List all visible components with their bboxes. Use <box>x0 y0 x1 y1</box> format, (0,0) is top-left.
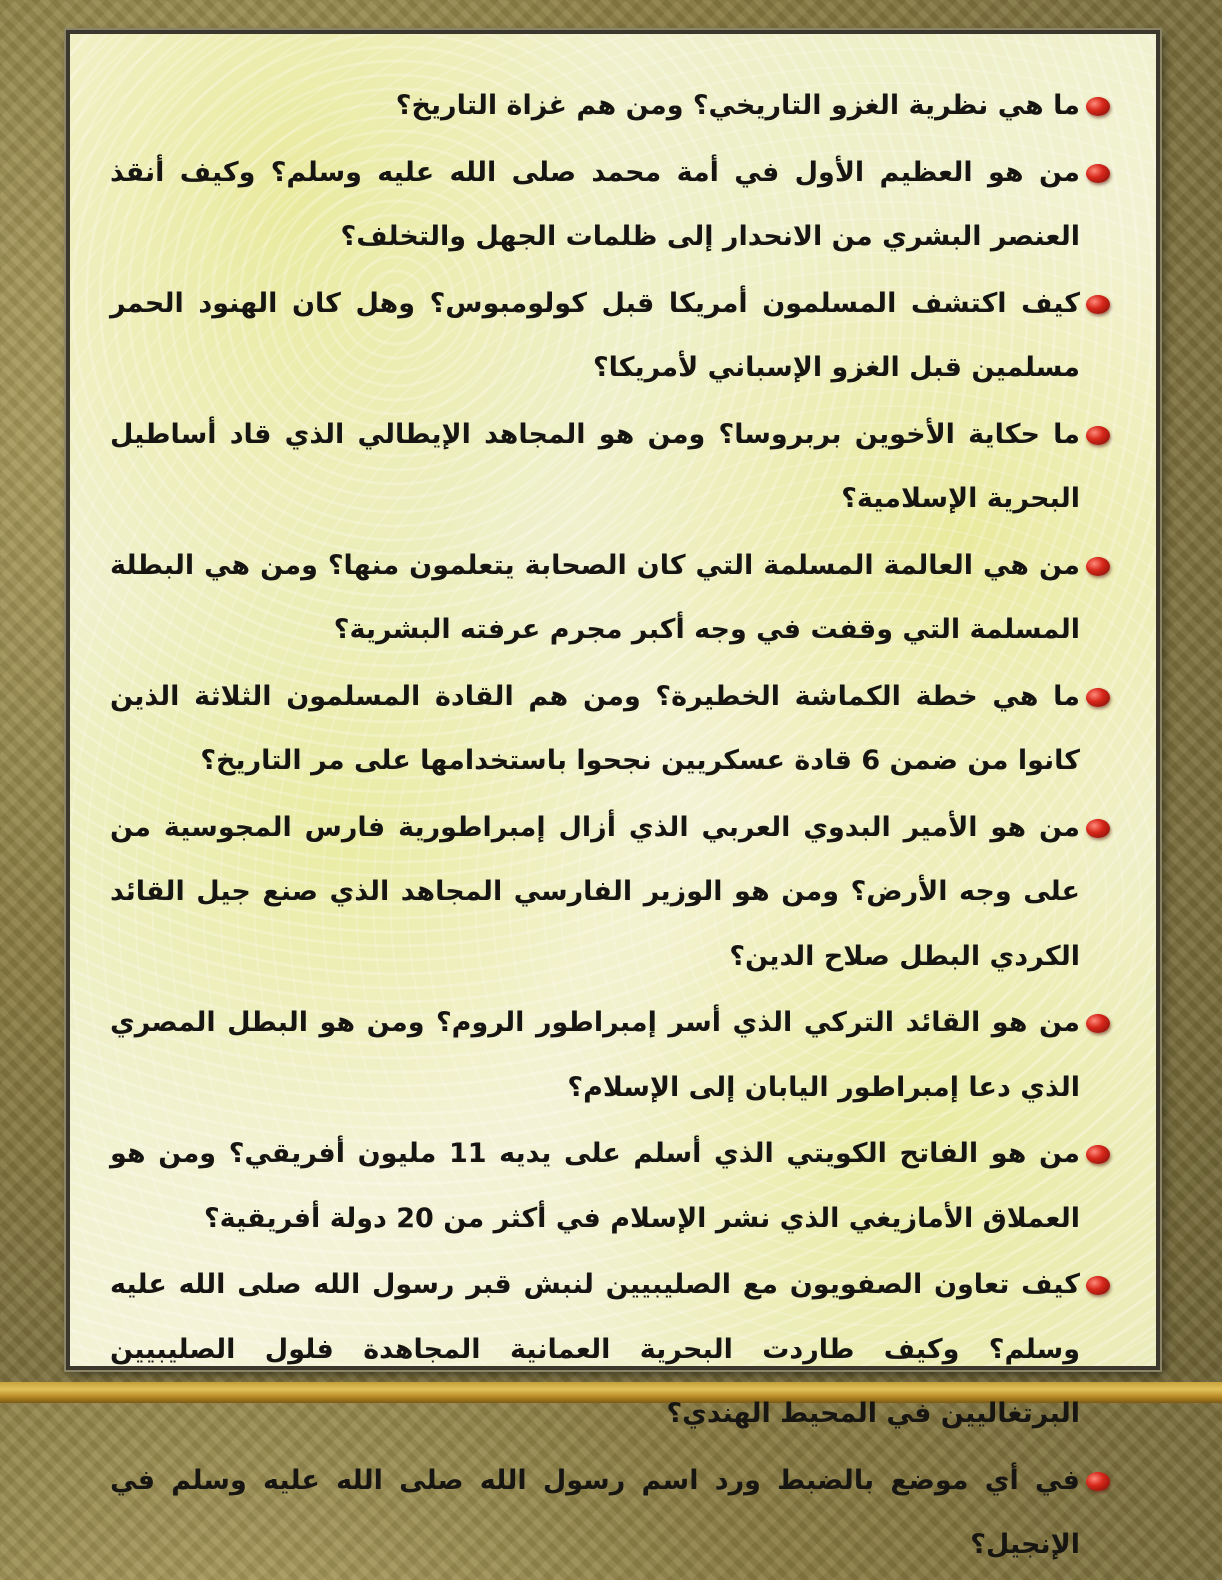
red-bullet-icon <box>1086 426 1110 445</box>
question-text: من هي العالمة المسلمة التي كان الصحابة يتعلمون منها؟ ومن هي البطلة المسلمة التي وقفت في وجه أكبر مجرم عرفته البشرية؟ <box>110 549 1080 645</box>
question-item <box>110 1449 1110 1578</box>
question-text: من هو العظيم الأول في أمة محمد صلى الله عليه وسلم؟ وكيف أنقذ العنصر البشري من الانحدار إلى ظلمات الجهل والتخلف؟ <box>110 156 1080 252</box>
question-text: كيف تعاون الصفويون مع الصليبيين لنبش قبر رسول الله صلى الله عليه وسلم؟ وكيف طاردت البحرية العمانية المجاهدة فلول الصليبيين البرتغاليين في المحيط الهندي؟ <box>110 1269 1080 1429</box>
red-bullet-icon <box>1086 1014 1110 1033</box>
question-item <box>110 534 1110 663</box>
red-bullet-icon <box>1086 97 1110 116</box>
question-text: ما هي نظرية الغزو التاريخي؟ ومن هم غزاة التاريخ؟ <box>395 90 1080 121</box>
question-list <box>110 74 1110 1580</box>
question-text: من هو الفاتح الكويتي الذي أسلم على يديه 11 مليون أفريقي؟ ومن هو العملاق الأمازيغي الذي نشر الإسلام في أكثر من 20 دولة أفريقية؟ <box>110 1138 1080 1234</box>
red-bullet-icon <box>1086 819 1110 838</box>
question-text: ما هي خطة الكماشة الخطيرة؟ ومن هم القادة المسلمون الثلاثة الذين كانوا من ضمن 6 قادة عسكريين نجحوا باستخدامها على مر التاريخ؟ <box>110 680 1080 776</box>
question-text: ما حكاية الأخوين بربروسا؟ ومن هو المجاهد الإيطالي الذي قاد أساطيل البحرية الإسلامية؟ <box>110 418 1080 514</box>
question-item <box>110 1122 1110 1251</box>
question-item <box>110 272 1110 401</box>
question-item <box>110 665 1110 794</box>
question-item <box>110 1253 1110 1447</box>
question-item <box>110 141 1110 270</box>
text-panel <box>66 30 1160 1560</box>
question-item <box>110 74 1110 139</box>
red-bullet-icon <box>1086 1276 1110 1295</box>
red-bullet-icon <box>1086 1145 1110 1164</box>
question-item <box>110 796 1110 990</box>
question-item <box>110 991 1110 1120</box>
red-bullet-icon <box>1086 557 1110 576</box>
question-text: من هو الأمير البدوي العربي الذي أزال إمبراطورية فارس المجوسية من على وجه الأرض؟ ومن هو الوزير الفارسي المجاهد الذي صنع جيل القائد الكردي البطل صلاح الدين؟ <box>110 811 1080 972</box>
red-bullet-icon <box>1086 1472 1110 1491</box>
red-bullet-icon <box>1086 688 1110 707</box>
question-text: كيف اكتشف المسلمون أمريكا قبل كولومبوس؟ وهل كان الهنود الحمر مسلمين قبل الغزو الإسباني لأمريكا؟ <box>110 287 1080 383</box>
question-text: من هو القائد التركي الذي أسر إمبراطور الروم؟ ومن هو البطل المصري الذي دعا إمبراطور اليابان إلى الإسلام؟ <box>110 1007 1080 1103</box>
red-bullet-icon <box>1086 164 1110 183</box>
question-text: في أي موضع بالضبط ورد اسم رسول الله صلى الله عليه وسلم في الإنجيل؟ <box>110 1464 1080 1560</box>
red-bullet-icon <box>1086 295 1110 314</box>
question-item <box>110 403 1110 532</box>
